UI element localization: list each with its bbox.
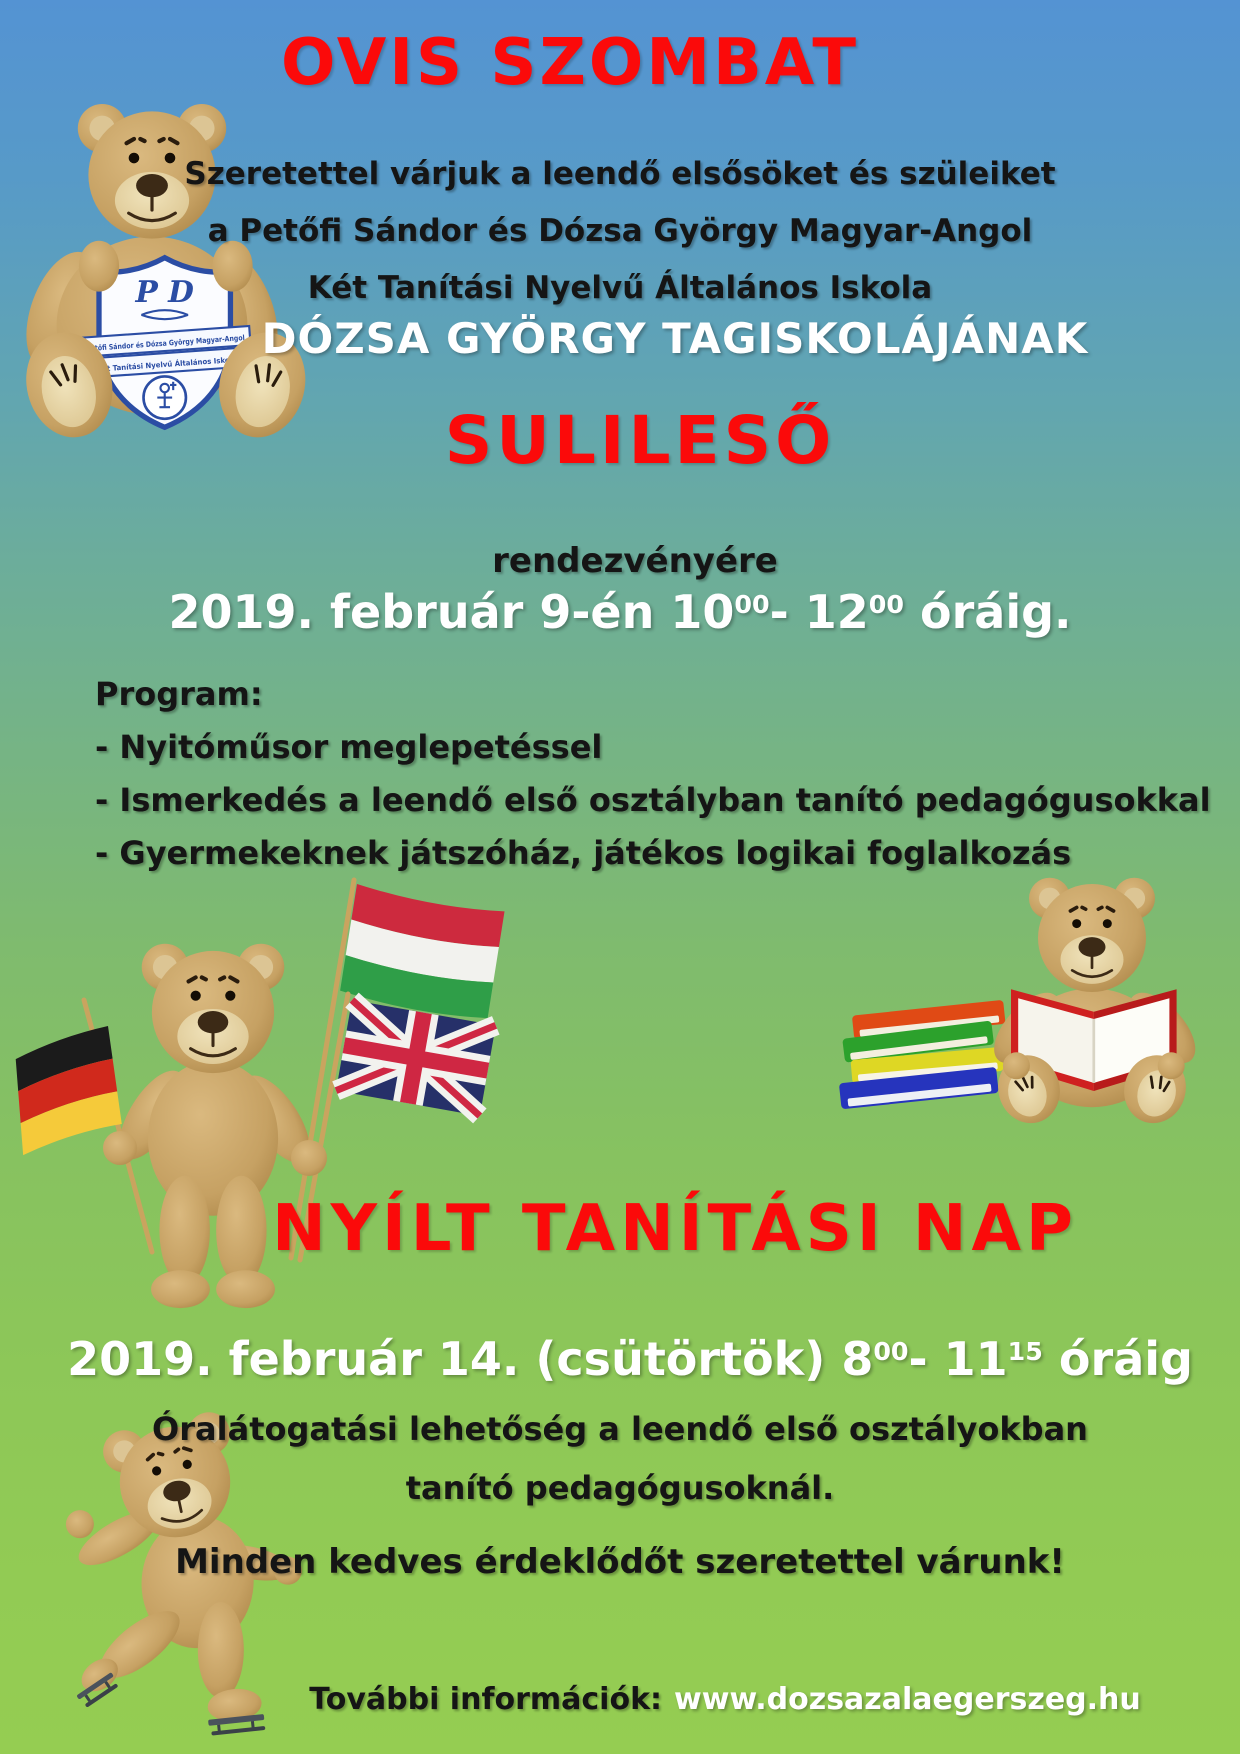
open-day-date	[10, 1332, 1240, 1386]
open-day-title: NYÍLT TANÍTÁSI NAP	[272, 1192, 1078, 1266]
intro-line-3: Két Tanítási Nyelvű Általános Iskola	[307, 270, 933, 306]
closing-line: Minden kedves érdeklődőt szeretettel várunk!	[175, 1542, 1065, 1582]
program-item-2: - Ismerkedés a leendő első osztályban tanító pedagógusokkal	[95, 781, 1211, 819]
date-part: óráig	[1042, 1332, 1193, 1386]
program-heading: Program:	[95, 675, 263, 713]
event-name-title: SULILESŐ	[444, 402, 836, 479]
program-item-3: - Gyermekeknek játszóház, játékos logikai foglalkozás	[95, 834, 1072, 872]
open-day-desc-line1: Óralátogatási lehetőség a leendő első osztályokban	[152, 1410, 1088, 1448]
date-part: 2019. február 9-én 10	[168, 585, 735, 639]
crest-banner-line1: Petőfi Sándor és Dózsa György Magyar-Angol	[85, 330, 276, 354]
intro-line-2: a Petőfi Sándor és Dózsa György Magyar-Angol	[207, 213, 1033, 249]
date-sup: 00	[868, 589, 904, 619]
footer-info	[105, 1682, 1240, 1717]
books-stack-image	[832, 1000, 1013, 1109]
crest-initials: P D	[135, 274, 194, 310]
date-part: 2019. február 14. (csütörtök) 8	[67, 1332, 874, 1386]
school-branch-title: DÓZSA GYÖRGY TAGISKOLÁJÁNAK	[261, 314, 1089, 363]
event-name-suffix: rendezvényére	[492, 541, 778, 581]
open-day-desc-line2: tanító pedagógusoknál.	[405, 1469, 835, 1507]
crest-banner-line2: Két Tanítási Nyelvű Általános Iskola	[96, 354, 247, 374]
date-sup: 00	[734, 589, 770, 619]
footer-label: További információk:	[309, 1682, 663, 1717]
program-list	[95, 668, 1215, 880]
date-part: - 11	[908, 1332, 1008, 1386]
date-sup: 15	[1007, 1336, 1043, 1366]
intro-line-1: Szeretettel várjuk a leendő elsősöket és szüleiket	[184, 156, 1056, 192]
program-item-1: - Nyitóműsor meglepetéssel	[95, 728, 603, 766]
footer-website-url: www.dozsazalaegerszeg.hu	[674, 1682, 1141, 1717]
date-sup: 00	[873, 1336, 909, 1366]
flag-bear-left-paw	[103, 1131, 137, 1165]
flag-bear-right-paw	[291, 1140, 327, 1176]
sulileso-date	[0, 585, 1240, 639]
intro-text	[0, 146, 1240, 317]
reading-bear-image	[982, 878, 1207, 1131]
poster-title: OVIS SZOMBAT	[281, 26, 859, 100]
date-part: - 12	[769, 585, 869, 639]
date-part: óráig.	[903, 585, 1072, 639]
